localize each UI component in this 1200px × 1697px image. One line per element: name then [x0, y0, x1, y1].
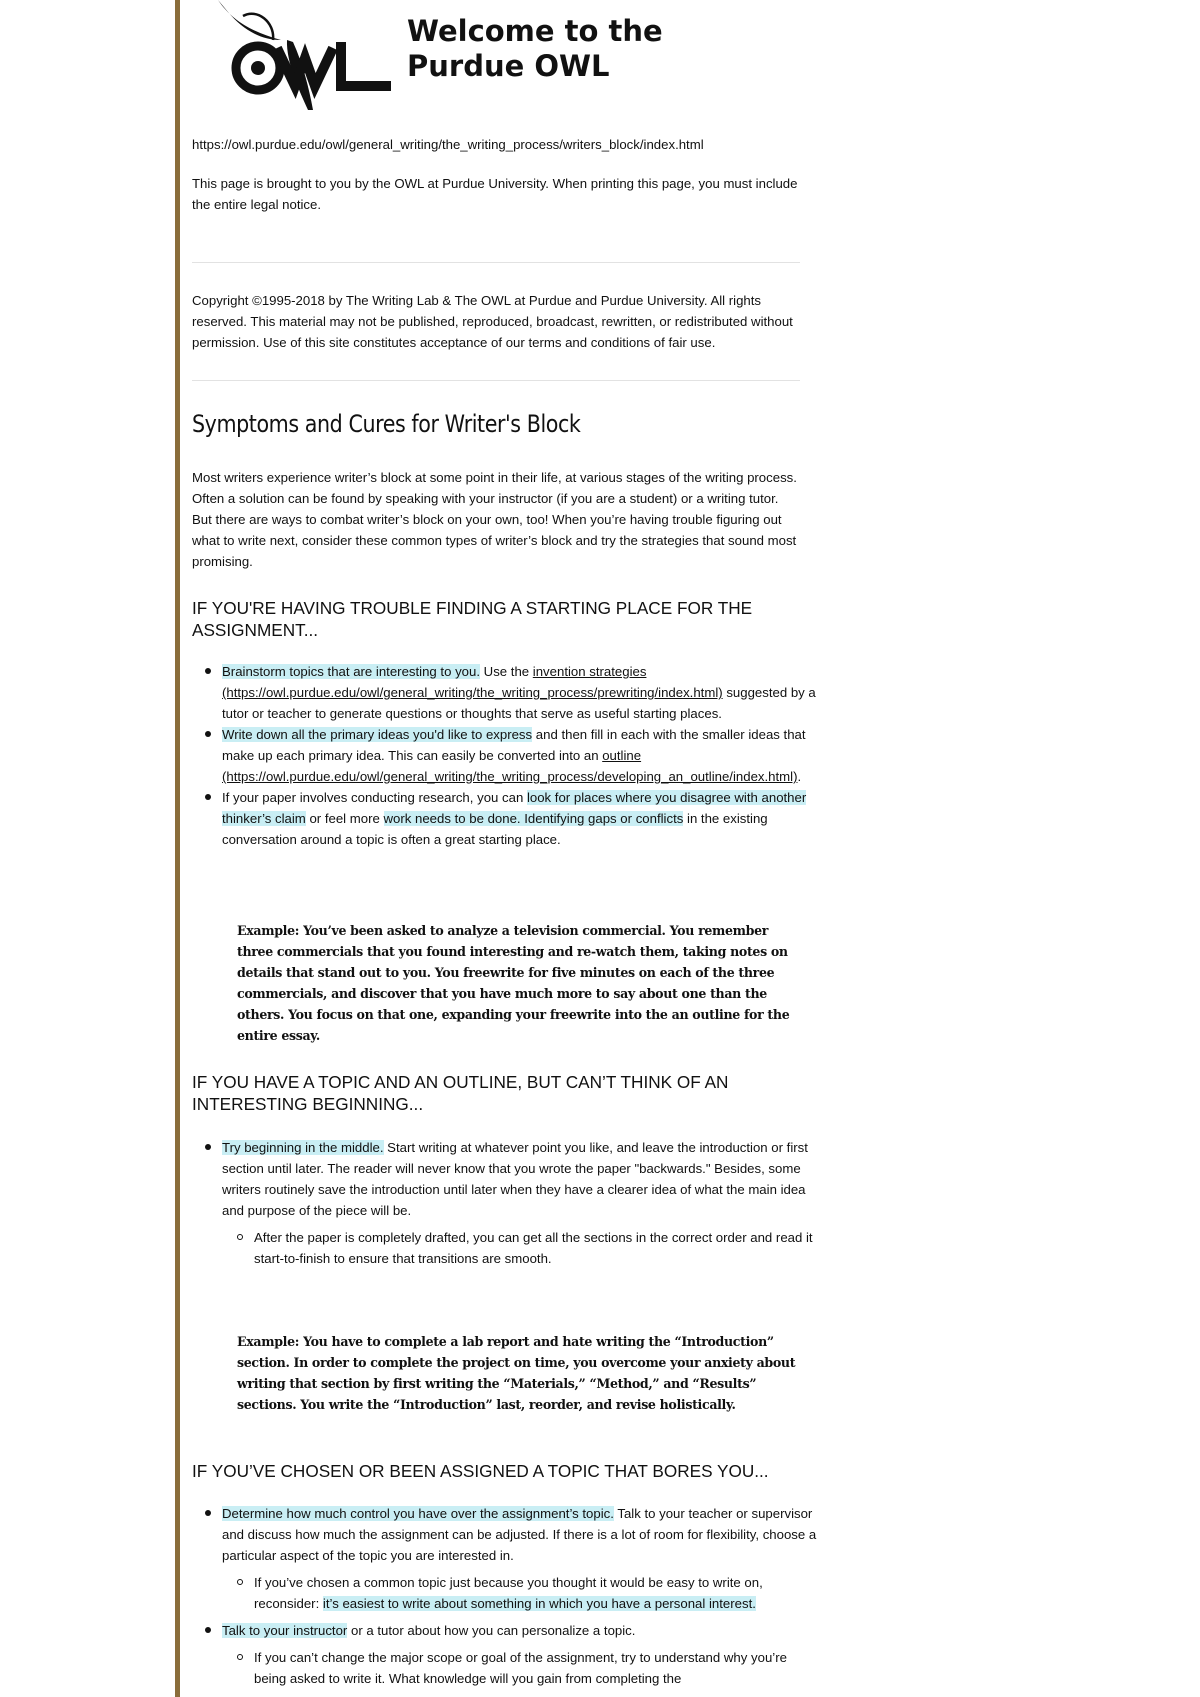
sub-list — [222, 1227, 822, 1269]
copyright-notice: Copyright ©1995-2018 by The Writing Lab & The OWL at Purdue and Purdue University. All rights reserved. This material may not be published, reproduced, broadcast, rewritten, or redistributed without permission. Use of this site constitutes acceptance of our terms and conditions of fair use. — [192, 293, 793, 350]
example-label: Example: — [237, 923, 300, 938]
list-item-text: and then fill in each with the smaller ideas that make up each primary idea. This can easily be converted into an — [222, 727, 806, 763]
example-commercial — [237, 920, 807, 1046]
section-heading-boring-topic: IF YOU’VE CHOSEN OR BEEN ASSIGNED A TOPIC THAT BORES YOU... — [192, 1461, 769, 1481]
outline-link[interactable]: outline (https://owl.purdue.edu/owl/general_writing/the_writing_process/developing_an_outline/index.html) — [222, 748, 798, 784]
sub-list-item — [254, 1572, 822, 1614]
list-item-text: suggested by a tutor or teacher to generate questions or thoughts that serve as useful starting places. — [222, 685, 816, 721]
list-item — [222, 787, 822, 850]
page-title: Welcome to the Purdue OWL — [407, 14, 663, 83]
article-title: Symptoms and Cures for Writer's Block — [192, 410, 581, 438]
boring-topic-list — [192, 1503, 822, 1695]
sub-list — [222, 1647, 822, 1689]
highlight: work needs to be done. Identifying gaps or conflicts — [383, 811, 684, 826]
list-item-text: Use the — [480, 664, 533, 679]
highlight: Brainstorm topics that are interesting to you. — [222, 664, 481, 679]
example-lab-report — [237, 1331, 807, 1415]
list-item-text: in the existing conversation around a topic is often a great starting place. — [222, 811, 768, 847]
list-item-text: Talk to your teacher or supervisor and discuss how much the assignment can be adjusted. If there is a lot of room for flexibility, choose a particular aspect of the topic you are interested in. — [222, 1506, 817, 1563]
list-item — [222, 661, 822, 724]
section-heading-starting-place: IF YOU'RE HAVING TROUBLE FINDING A STARTING PLACE FOR THE ASSIGNMENT... — [192, 598, 753, 640]
starting-place-list — [192, 661, 822, 850]
highlight: look for places where you disagree with another thinker’s claim — [222, 790, 807, 826]
highlight: Talk to your instructor — [222, 1623, 348, 1638]
sub-list-item: If you can’t change the major scope or goal of the assignment, try to understand why you’re being asked to write it. What knowledge will you gain from completing the — [254, 1647, 822, 1689]
source-url: https://owl.purdue.edu/owl/general_writing/the_writing_process/writers_block/index.html — [192, 137, 704, 152]
beginning-list — [192, 1137, 822, 1275]
invention-strategies-link[interactable]: invention strategies (https://owl.purdue.edu/owl/general_writing/the_writing_process/prewriting/index.html) — [222, 664, 723, 700]
article-intro: Most writers experience writer’s block at some point in their life, at various stages of the writing process. Often a solution can be found by speaking with your instructor (if you are a student) or a writing tutor. But there are ways to combat writer’s block on your own, too! When you’re having trouble figuring out what to write next, consider these common types of writer’s block and try the strategies that sound most promising. — [192, 470, 797, 569]
example-label: Example: — [237, 1334, 300, 1349]
sub-list-item-text: If you’ve chosen a common topic just because you thought it would be easy to write on, reconsider: — [254, 1575, 763, 1611]
highlight: Determine how much control you have over the assignment’s topic. — [222, 1506, 614, 1521]
list-item-text: Start writing at whatever point you like, and leave the introduction or first section until later. The reader will never know that you wrote the paper "backwards." Besides, some writers routinely save the introduction until later when they have a clearer idea of what the main idea and purpose of the piece will be. — [222, 1140, 808, 1218]
list-item-text: or a tutor about how you can personalize a topic. — [347, 1623, 636, 1638]
owl-logo — [213, 0, 393, 112]
sub-list-item: After the paper is completely drafted, you can get all the sections in the correct order and read it start-to-finish to ensure that transitions are smooth. — [254, 1227, 822, 1269]
list-item — [222, 724, 822, 787]
legal-notice: This page is brought to you by the OWL at Purdue University. When printing this page, you must include the entire legal notice. — [192, 176, 798, 212]
divider — [192, 380, 800, 381]
list-item-text: . — [797, 769, 802, 784]
example-text: You have to complete a lab report and hate writing the “Introduction” section. In order to complete the project on time, you overcome your anxiety about writing that section by first writing the “Materials,” “Method,” and “Results” sections. You write the “Introduction” last, reorder, and revise holistically. — [237, 1334, 796, 1412]
divider — [192, 262, 800, 263]
list-item — [222, 1503, 822, 1614]
example-text: You’ve been asked to analyze a television commercial. You remember three commercials that you found interesting and re-watch them, taking notes on details that stand out to you. You freewrite for five minutes on each of the three commercials, and discover that you have much more to say about one than the others. You focus on that one, expanding your freewrite into the an outline for the entire essay. — [237, 923, 790, 1043]
section-heading-beginning: IF YOU HAVE A TOPIC AND AN OUTLINE, BUT CAN’T THINK OF AN INTERESTING BEGINNING... — [192, 1072, 729, 1114]
list-item-text: or feel more — [305, 811, 384, 826]
highlight: Write down all the primary ideas you'd like to express — [222, 727, 533, 742]
list-item — [222, 1137, 822, 1269]
highlight: it’s easiest to write about something in which you have a personal interest. — [322, 1596, 756, 1611]
highlight: Try beginning in the middle. — [222, 1140, 384, 1155]
list-item — [222, 1620, 822, 1689]
list-item-text: If your paper involves conducting research, you can — [222, 790, 527, 805]
sub-list — [222, 1572, 822, 1614]
page-left-border — [175, 0, 180, 1697]
